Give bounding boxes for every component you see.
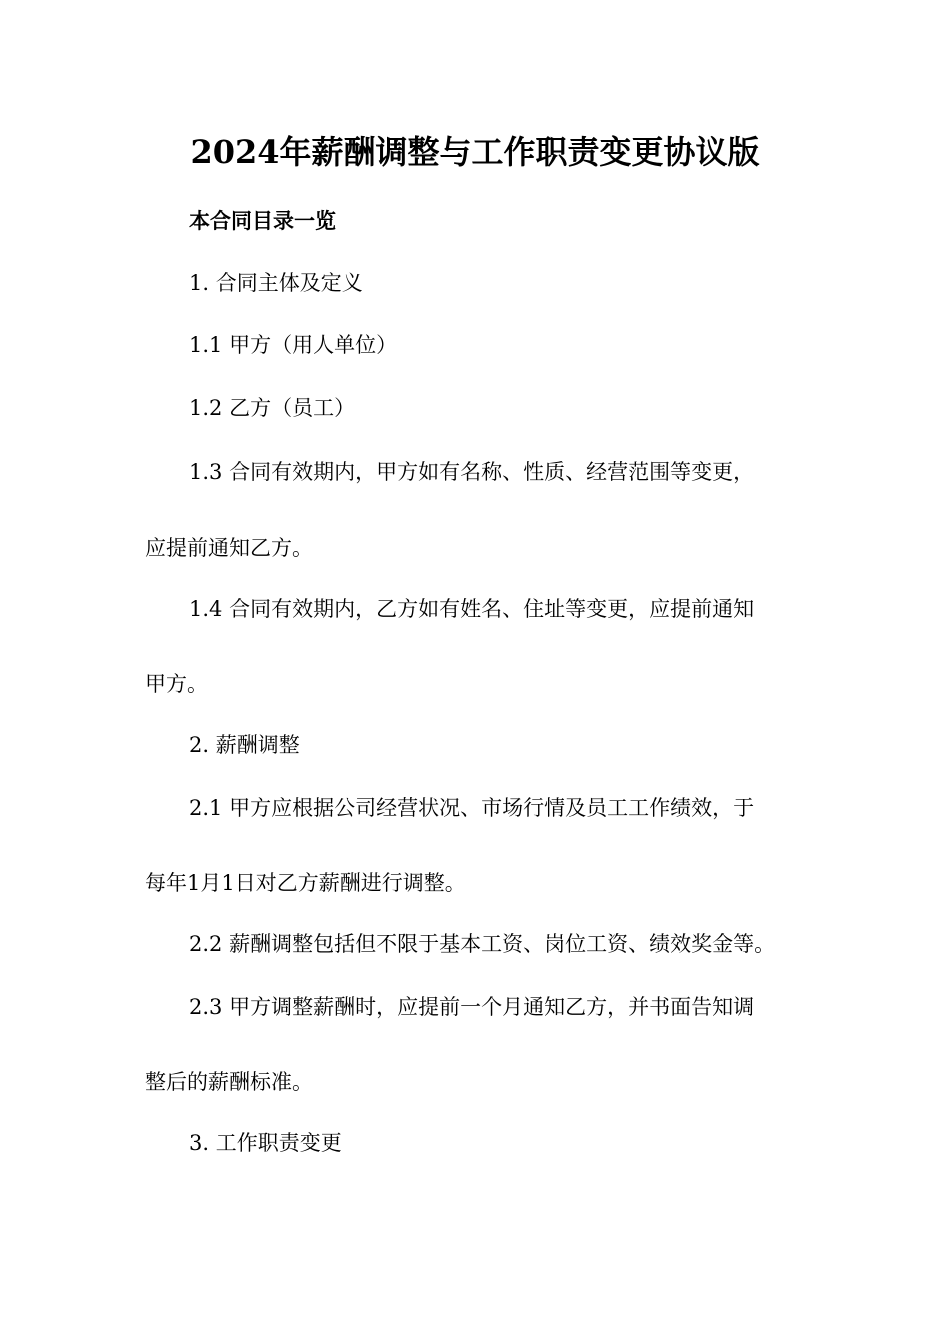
- clause-1-4-line-2: 甲方。: [145, 672, 208, 696]
- clause-1-4-line-1: 1.4 合同有效期内，乙方如有姓名、住址等变更，应提前通知: [189, 597, 755, 621]
- clause-2-1-line-1: 2.1 甲方应根据公司经营状况、市场行情及员工工作绩效，于: [189, 796, 755, 820]
- clause-2-1-line-2: 每年1月1日对乙方薪酬进行调整。: [145, 871, 466, 895]
- clause-2-3-line-2: 整后的薪酬标准。: [145, 1070, 313, 1094]
- clause-1-3-line-1: 1.3 合同有效期内，甲方如有名称、性质、经营范围等变更，: [189, 460, 755, 484]
- section-heading-3: 3. 工作职责变更: [189, 1131, 342, 1155]
- document-title: 2024年薪酬调整与工作职责变更协议版: [190, 133, 760, 171]
- clause-1-1: 1.1 甲方（用人单位）: [189, 333, 398, 357]
- clause-2-2: 2.2 薪酬调整包括但不限于基本工资、岗位工资、绩效奖金等。: [189, 932, 776, 956]
- section-heading-1: 1. 合同主体及定义: [189, 271, 363, 295]
- toc-heading: 本合同目录一览: [189, 208, 336, 233]
- clause-1-3-line-2: 应提前通知乙方。: [145, 536, 313, 560]
- clause-2-3-line-1: 2.3 甲方调整薪酬时，应提前一个月通知乙方，并书面告知调: [189, 995, 755, 1019]
- clause-1-2: 1.2 乙方（员工）: [189, 396, 356, 420]
- section-heading-2: 2. 薪酬调整: [189, 733, 300, 757]
